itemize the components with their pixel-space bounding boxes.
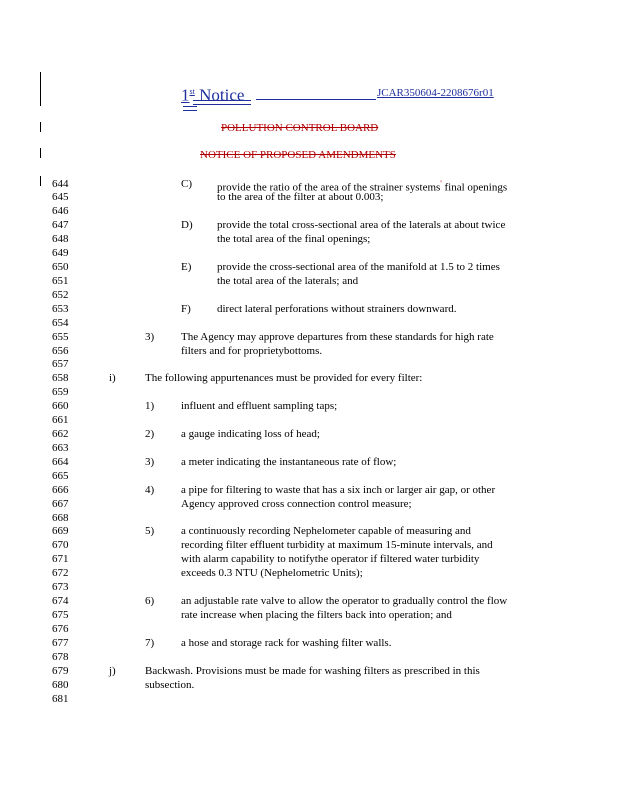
line-number: 660 bbox=[52, 400, 69, 412]
notice-superscript: st bbox=[189, 87, 195, 96]
line-number: 654 bbox=[52, 317, 69, 329]
header-rule bbox=[256, 99, 376, 100]
item-label: 2) bbox=[145, 428, 155, 440]
change-bar bbox=[40, 72, 41, 106]
item-label: E) bbox=[181, 261, 192, 273]
item-label: i) bbox=[109, 372, 116, 384]
item-label: 4) bbox=[145, 484, 155, 496]
amendments-heading: NOTICE OF PROPOSED AMENDMENTS bbox=[200, 149, 396, 161]
item-text: a continuously recording Nephelometer capable of measuring and bbox=[181, 525, 471, 537]
notice-number: 1 bbox=[181, 85, 190, 105]
line-number: 676 bbox=[52, 623, 69, 635]
line-number: 662 bbox=[52, 428, 69, 440]
board-heading: POLLUTION CONTROL BOARD bbox=[221, 122, 379, 134]
line-number: 661 bbox=[52, 414, 69, 426]
item-text: an adjustable rate valve to allow the operator to gradually control the flow bbox=[181, 595, 508, 607]
line-number: 670 bbox=[52, 539, 69, 551]
item-text: a pipe for filtering to waste that has a six inch or larger air gap, or other bbox=[181, 484, 496, 496]
item-label: F) bbox=[181, 303, 191, 315]
line-number: 679 bbox=[52, 665, 69, 677]
item-label: 5) bbox=[145, 525, 155, 537]
item-text: direct lateral perforations without strainers downward. bbox=[217, 303, 457, 315]
notice-word: Notice bbox=[199, 85, 245, 105]
line-number: 659 bbox=[52, 386, 69, 398]
item-label: 6) bbox=[145, 595, 155, 607]
line-number: 665 bbox=[52, 470, 69, 482]
item-text: the total area of the laterals; and bbox=[217, 275, 359, 287]
line-number: 675 bbox=[52, 609, 69, 621]
item-text: recording filter effluent turbidity at maximum 15-minute intervals, and bbox=[181, 539, 493, 551]
item-text-part: provide the ratio of the area of the strainer systems bbox=[217, 181, 441, 194]
item-text: provide the total cross-sectional area of the laterals at about twice bbox=[217, 219, 506, 231]
item-text: The Agency may approve departures from these standards for high rate bbox=[181, 331, 494, 343]
item-text: provide the cross-sectional area of the manifold at 1.5 to 2 times bbox=[217, 261, 500, 273]
doc-id: JCAR350604-2208676r01 bbox=[377, 87, 494, 99]
line-number: 671 bbox=[52, 553, 69, 565]
line-number: 673 bbox=[52, 581, 69, 593]
line-number: 667 bbox=[52, 498, 69, 510]
line-number: 647 bbox=[52, 219, 69, 231]
item-text: Backwash. Provisions must be made for washing filters as prescribed in this bbox=[145, 665, 480, 677]
double-underline bbox=[193, 100, 251, 105]
item-text-part: final openings bbox=[441, 181, 508, 194]
item-text: rate increase when placing the filters back into operation; and bbox=[181, 609, 452, 621]
item-label: C) bbox=[181, 178, 192, 190]
line-number: 664 bbox=[52, 456, 69, 468]
line-number: 668 bbox=[52, 512, 69, 524]
deleted-mark: ' bbox=[440, 179, 442, 188]
item-text: with alarm capability to notifythe operator if filtered water turbidity bbox=[181, 553, 480, 565]
line-number: 658 bbox=[52, 372, 69, 384]
item-label: 3) bbox=[145, 456, 155, 468]
line-number: 646 bbox=[52, 205, 69, 217]
item-label: j) bbox=[109, 665, 116, 677]
line-number: 681 bbox=[52, 693, 69, 705]
item-label: D) bbox=[181, 219, 193, 231]
item-text: The following appurtenances must be provided for every filter: bbox=[145, 372, 423, 384]
line-number: 655 bbox=[52, 331, 69, 343]
line-number: 648 bbox=[52, 233, 69, 245]
item-text: subsection. bbox=[145, 679, 195, 691]
line-number: 656 bbox=[52, 345, 69, 357]
item-text: filters and for proprietybottoms. bbox=[181, 345, 323, 357]
line-number: 644 bbox=[52, 178, 69, 190]
line-number: 669 bbox=[52, 525, 69, 537]
line-number: 652 bbox=[52, 289, 69, 301]
line-number: 666 bbox=[52, 484, 69, 496]
line-number: 653 bbox=[52, 303, 69, 315]
change-bar bbox=[40, 122, 41, 132]
line-number: 677 bbox=[52, 637, 69, 649]
double-underline bbox=[183, 106, 197, 111]
line-number: 651 bbox=[52, 275, 69, 287]
line-number: 663 bbox=[52, 442, 69, 454]
item-text: to the area of the filter at about 0.003; bbox=[217, 191, 384, 203]
change-bar bbox=[40, 176, 41, 186]
change-bar bbox=[40, 148, 41, 158]
item-text: exceeds 0.3 NTU (Nephelometric Units); bbox=[181, 567, 363, 579]
item-text: a hose and storage rack for washing filter walls. bbox=[181, 637, 392, 649]
item-label: 3) bbox=[145, 331, 155, 343]
line-number: 674 bbox=[52, 595, 69, 607]
item-text: influent and effluent sampling taps; bbox=[181, 400, 338, 412]
item-text: a gauge indicating loss of head; bbox=[181, 428, 320, 440]
item-label: 7) bbox=[145, 637, 155, 649]
line-number: 657 bbox=[52, 358, 69, 370]
item-text: Agency approved cross connection control measure; bbox=[181, 498, 412, 510]
line-number: 678 bbox=[52, 651, 69, 663]
item-text: the total area of the final openings; bbox=[217, 233, 371, 245]
line-number: 672 bbox=[52, 567, 69, 579]
line-number: 649 bbox=[52, 247, 69, 259]
line-number: 650 bbox=[52, 261, 69, 273]
item-text: a meter indicating the instantaneous rate of flow; bbox=[181, 456, 397, 468]
item-label: 1) bbox=[145, 400, 155, 412]
line-number: 680 bbox=[52, 679, 69, 691]
line-number: 645 bbox=[52, 191, 69, 203]
